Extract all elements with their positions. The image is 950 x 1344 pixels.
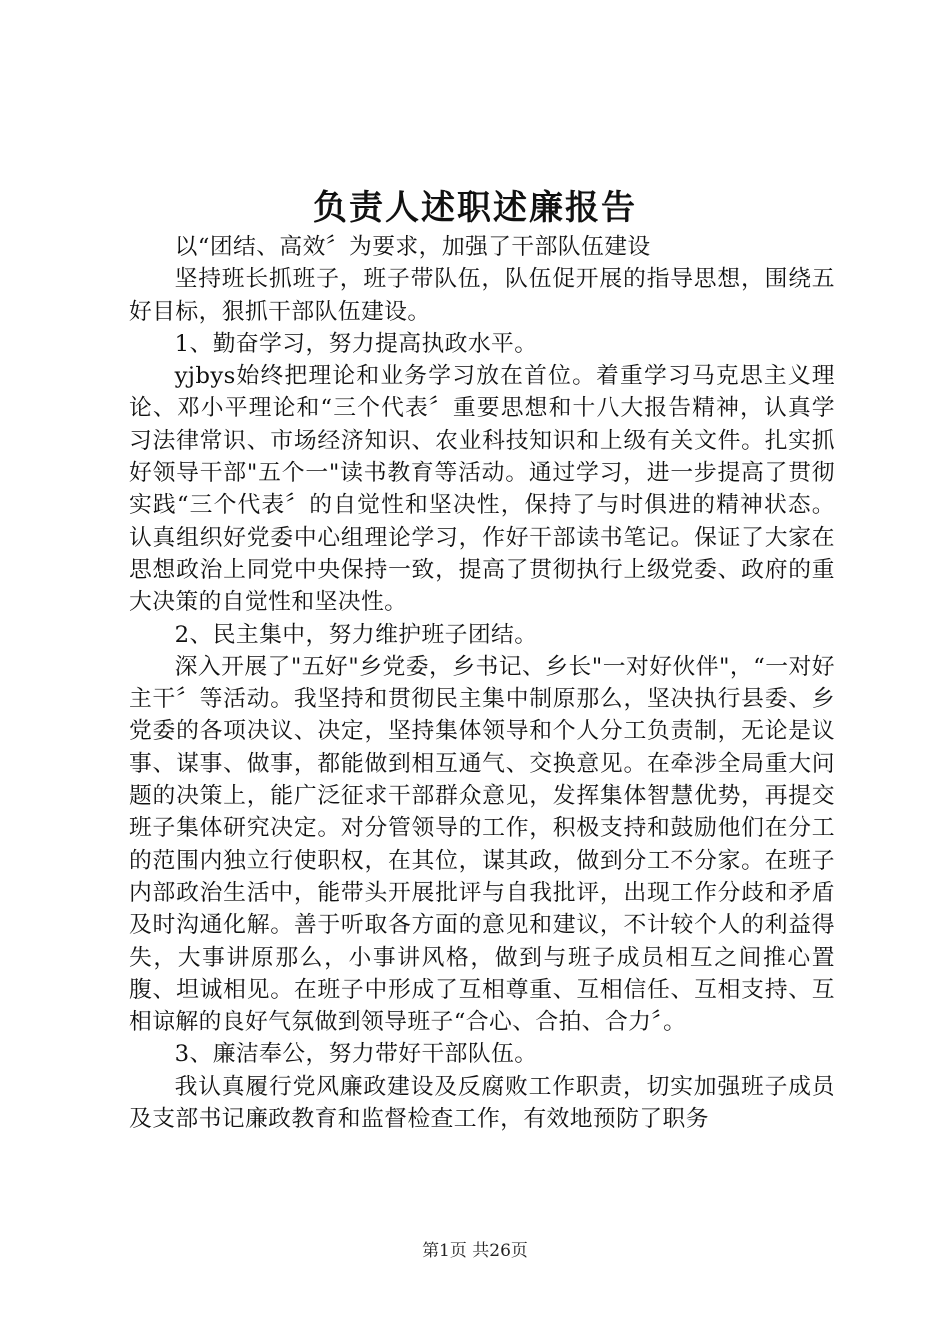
paragraph: yjbys始终把理论和业务学习放在首位。着重学习马克思主义理论、邓小平理论和“三个代表〞重要思想和十八大报告精神，认真学习法律常识、市场经济知识、农业科技知识和上级有关文件。扎实抓好领导干部"五个一"读书教育等活动。通过学习，进一步提高了贯彻实践“三个代表〞的自觉性和坚决性，保持了与时俱进的精神状态。认真组织好党委中心组理论学习，作好干部读书笔记。保证了大家在思想政治上同党中央保持一致，提高了贯彻执行上级党委、政府的重大决策的自觉性和坚决性。 (129, 363, 835, 616)
paragraph: 以“团结、高效〞为要求，加强了干部队伍建设 (174, 234, 651, 260)
document-title: 负责人述职述廉报告 (313, 188, 637, 228)
page-footer: 第1页 共26页 (422, 1241, 528, 1261)
paragraph: 深入开展了"五好"乡党委，乡书记、乡长"一对好伙伴"，“一对好主干〞等活动。我坚持和贯彻民主集中制原那么，坚决执行县委、乡党委的各项决议、决定，坚持集体领导和个人分工负责制，无论是议事、谋事、做事，都能做到相互通气、交换意见。在牵涉全局重大问题的决策上，能广泛征求干部群众意见，发挥集体智慧优势，再提交班子集体研究决定。对分管领导的工作，积极支持和鼓励他们在分工的范围内独立行使职权，在其位，谋其政，做到分工不分家。在班子内部政治生活中，能带头开展批评与自我批评，出现工作分歧和矛盾及时沟通化解。善于听取各方面的意见和建议，不计较个人的利益得失，大事讲原那么，小事讲风格，做到与班子成员相互之间推心置腹、坦诚相见。在班子中形成了互相尊重、互相信任、互相支持、互相谅解的良好气氛做到领导班子“合心、合拍、合力〞。 (129, 653, 835, 1036)
paragraph: 我认真履行党风廉政建设及反腐败工作职责，切实加强班子成员及支部书记廉政教育和监督检查工作，有效地预防了职务 (129, 1073, 835, 1133)
section-heading: 3、廉洁奉公，努力带好干部队伍。 (174, 1041, 538, 1068)
paragraph: 坚持班长抓班子，班子带队伍，队伍促开展的指导思想，围绕五好目标，狠抓干部队伍建设。 (129, 266, 835, 325)
section-heading: 2、民主集中，努力维护班子团结。 (174, 621, 538, 648)
section-heading: 1、勤奋学习，努力提高执政水平。 (174, 330, 538, 357)
document-body (129, 231, 835, 1135)
